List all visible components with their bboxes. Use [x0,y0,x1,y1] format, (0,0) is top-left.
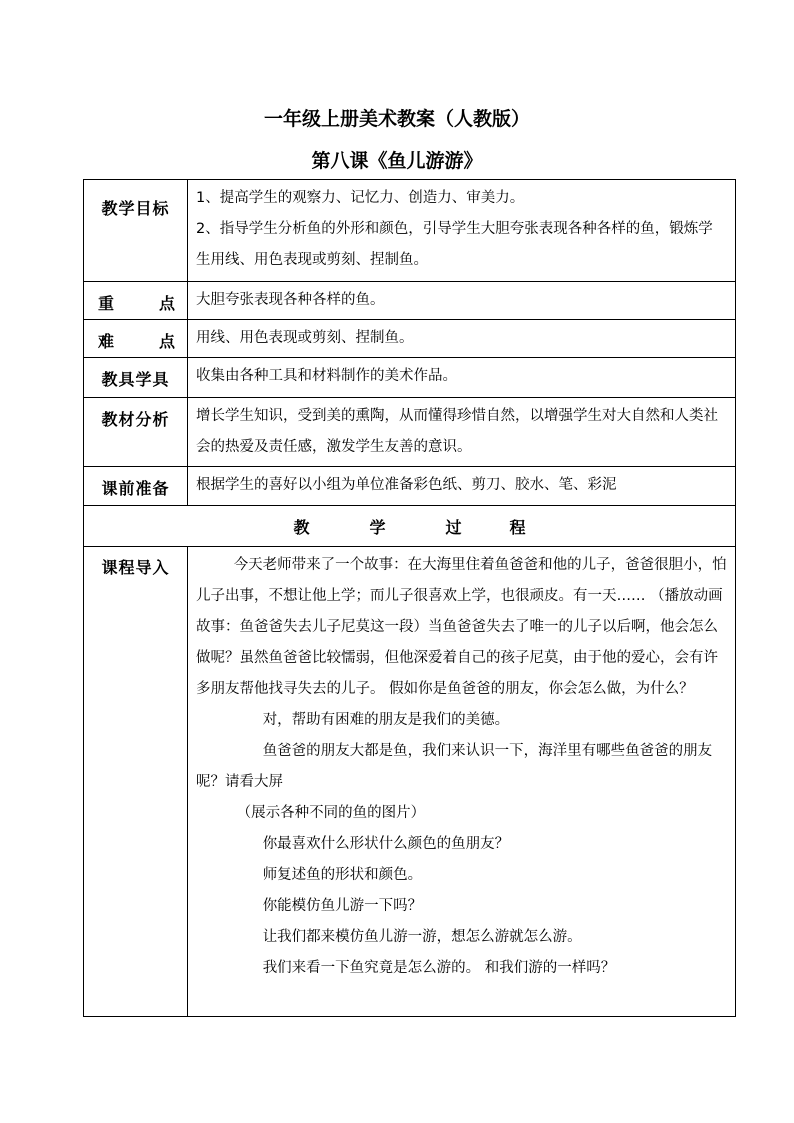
content-analysis: 增长学生知识，受到美的熏陶，从而懂得珍惜自然，以增强学生对大自然和人类社会的热爱及责任感，激发学生友善的意识。 [188,398,736,467]
label-intro: 课程导入 [84,547,188,1017]
process-heading: 教 学 过 程 [84,506,736,547]
row-tools [84,358,736,398]
goal-line-1: 1、提高学生的观察力、记忆力、创造力、审美力。 [196,190,525,206]
content-tools: 收集由各种工具和材料制作的美术作品。 [188,358,736,398]
intro-paragraph-3: 鱼爸爸的朋友大都是鱼，我们来认识一下，海洋里有哪些鱼爸爸的朋友呢？请看大屏 [196,743,713,790]
content-goal [188,180,736,282]
label-difficult-point: 难 点 [84,320,188,358]
row-process-heading [84,506,736,547]
row-analysis [84,398,736,467]
intro-paragraph-2: 对，帮助有困难的朋友是我们的美德。 [262,712,510,728]
row-key-point [84,282,736,320]
content-preparation: 根据学生的喜好以小组为单位准备彩色纸、剪刀、胶水、笔、彩泥 [188,467,736,506]
content-key-point: 大胆夸张表现各种各样的鱼。 [188,282,736,320]
row-goal [84,180,736,282]
content-intro [188,547,736,1017]
lesson-title: 第八课《鱼儿游游》 [311,150,483,172]
content-difficult-point: 用线、用色表现或剪刻、捏制鱼。 [188,320,736,358]
intro-paragraph-1: 今天老师带来了一个故事：在大海里住着鱼爸爸和他的儿子，爸爸很胆小，怕儿子出事，不想让他上学；而儿子很喜欢上学，也很顽皮。有一天…… （播放动画故事：鱼爸爸失去儿子尼莫这一段）当鱼爸爸失去了唯一的儿子以后啊，他会怎么做呢？虽然鱼爸爸比较懦弱，但他深爱着自己的孩子尼莫，由于他的爱心，会有许多朋友帮他找寻失去的儿子。 假如你是鱼爸爸的朋友，你会怎么做，为什么？ [196,557,727,697]
intro-paragraph-8: 让我们都来模仿鱼儿游一游，想怎么游就怎么游。 [262,929,582,945]
label-goal: 教学目标 [84,180,188,282]
intro-paragraph-6: 师复述鱼的形状和颜色。 [262,867,423,883]
doc-title: 一年级上册美术教案（人教版） [263,108,530,130]
row-preparation [84,467,736,506]
intro-paragraph-5: 你最喜欢什么形状什么颜色的鱼朋友？ [262,836,510,852]
label-analysis: 教材分析 [84,398,188,467]
lesson-plan-table [83,179,736,1017]
label-tools: 教具学具 [84,358,188,398]
row-difficult-point [84,320,736,358]
intro-paragraph-7: 你能模仿鱼儿游一下吗？ [262,898,423,914]
goal-line-2: 2、指导学生分析鱼的外形和颜色，引导学生大胆夸张表现各种各样的鱼，锻炼学生用线、用色表现或剪刻、捏制鱼。 [196,221,713,268]
row-intro [84,547,736,1017]
label-key-point: 重 点 [84,282,188,320]
intro-paragraph-4: （展示各种不同的鱼的图片） [236,805,426,821]
label-preparation: 课前准备 [84,467,188,506]
intro-paragraph-9: 我们来看一下鱼究竟是怎么游的。 和我们游的一样吗？ [262,960,616,976]
